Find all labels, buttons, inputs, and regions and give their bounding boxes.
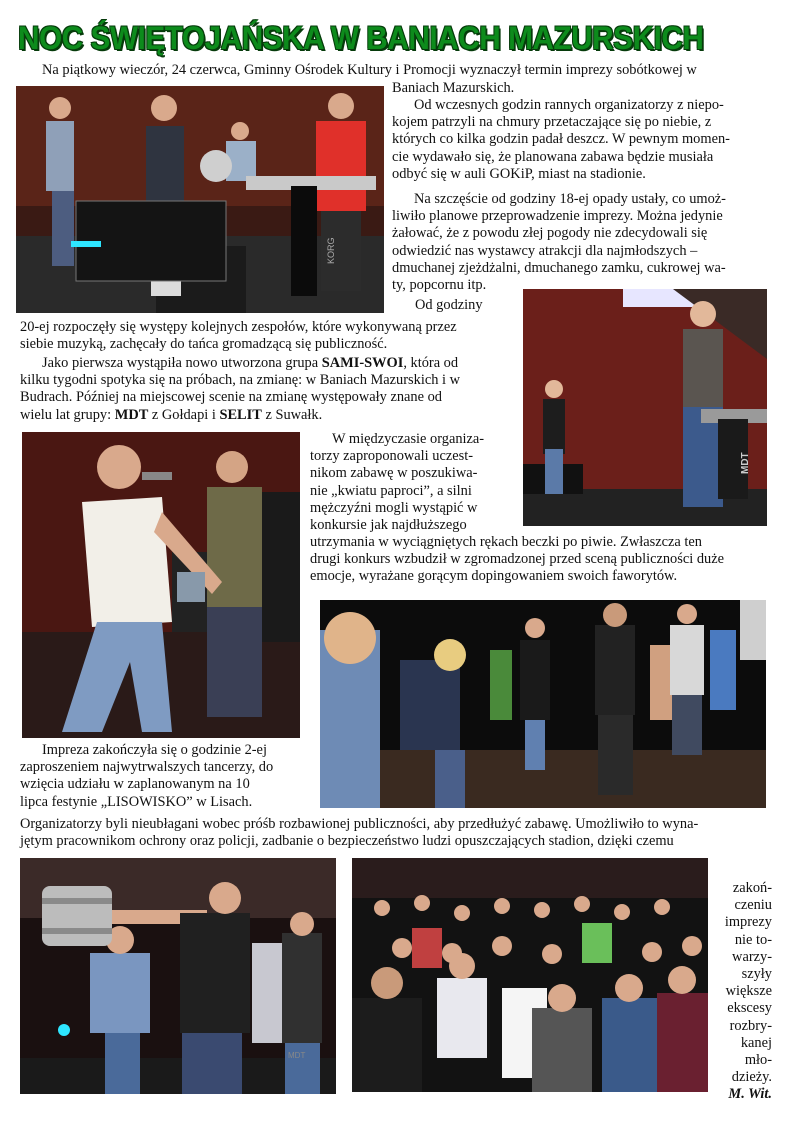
paragraph-conclusion <box>716 880 772 1104</box>
text-fragment: , która od <box>403 355 459 371</box>
paragraph-first-bands <box>20 355 520 424</box>
text-line: emocje, wyrażane gorącym dopingowaniem swoich faworytów. <box>310 568 678 585</box>
text-line: 20-ej rozpoczęły się występy kolejnych zespołów, które wykonywaną przez <box>20 319 457 335</box>
keyboard-band-label: MDT <box>740 452 751 474</box>
paragraph-contests-continued <box>310 534 768 586</box>
text-line: nie „kwiatu paproci”, a silni <box>310 482 472 499</box>
text-line <box>20 355 520 372</box>
paragraph-rain-stopped <box>392 191 760 294</box>
text-line: lipca festynie „LISOWISKO” w Lisach. <box>20 793 253 810</box>
band-name: SELIT <box>219 406 262 423</box>
photo-keg-contest <box>20 858 336 1094</box>
photo-audience <box>352 858 708 1092</box>
text-line: W międzyczasie organiza- <box>332 431 485 447</box>
text-line: Baniach Mazurskich. <box>392 80 515 96</box>
text-line: imprezy <box>724 914 772 931</box>
banner-label: MDT <box>288 1051 306 1060</box>
text-line: zaproszeniem najwytrwalszych tancerzy, do <box>20 759 274 776</box>
text-line: Budrach. Później na miejscowej scenie na zmianę występowały znane od <box>20 389 442 406</box>
text-line: siebie muzyką, zachęcały do tańca gromadzącą się publiczność. <box>20 336 388 353</box>
text-line: mężczyźni mogli wystąpić w <box>310 499 478 516</box>
text-line: Od wczesnych godzin rannych organizatorzy z niepo- <box>414 97 724 113</box>
text-line: Od godziny <box>415 297 483 313</box>
page-title: NOC ŚWIĘTOJAŃSKA W BANIACH MAZURSKICH <box>18 20 704 56</box>
text-fragment: wielu lat grupy: <box>20 406 115 423</box>
text-line: odbyć się w auli GOKiP, miast na stadionie. <box>392 165 646 182</box>
band-name: SAMI-SWOI <box>321 355 404 371</box>
text-line: szyły <box>741 966 772 983</box>
text-line: Na szczęście od godziny 18-ej opady ustały, co umoż- <box>414 191 726 207</box>
text-line: konkursie jak najdłuższego <box>310 517 467 534</box>
text-line: większe <box>725 983 772 1000</box>
text-line: drugi konkurs wzbudził w zgromadzonej przed sceną publiczności duże <box>310 551 724 568</box>
text-line: rozbry- <box>729 1017 772 1034</box>
text-line: dmuchanej zjeżdżalni, dmuchanego zamku, cukrowej wa- <box>392 259 726 276</box>
text-line: wzięcia udziału w zaplanowanym na 10 <box>20 776 250 793</box>
band-name: MDT <box>114 406 149 423</box>
paragraph-ending <box>20 742 310 811</box>
text-fragment: Jako pierwsza wystąpiła nowo utworzona grupa <box>42 355 322 371</box>
photo-dancing-crowd <box>320 600 766 808</box>
text-line: ty, popcornu itp. <box>392 277 487 294</box>
paragraph-contests <box>310 431 520 534</box>
text-line: ekscesy <box>727 1000 772 1017</box>
text-line: kanej <box>740 1034 772 1051</box>
text-line: utrzymania w wyciągniętych rękach beczki po piwie. Zwłaszcza ten <box>310 534 702 550</box>
paragraph-bands-start <box>20 319 520 353</box>
text-line: liwiło planowe przeprowadzenie imprezy. Można jedynie <box>392 208 723 225</box>
text-line: czeniu <box>734 897 772 914</box>
paragraph-intro <box>20 62 780 79</box>
text-line: których co kilka godzin padał deszcz. W pewnym momen- <box>392 131 730 148</box>
text-fragment: z Suwałk. <box>261 406 323 423</box>
paragraph-security <box>20 816 768 850</box>
text-line: Na piątkowy wieczór, 24 czerwca, Gminny Ośrodek Kultury i Promocji wyznaczył termin imprezy sobótkowej w <box>42 62 697 78</box>
text-fragment: z Gołdapi i <box>148 406 220 423</box>
text-line: dzieży. <box>731 1069 772 1086</box>
text-line: jętym pracownikom ochrony oraz policji, zadbanie o bezpieczeństwo ludzi opuszczających stadion, dzięki czemu <box>20 833 674 850</box>
text-line: odwiedzić nas wystawcy atrakcji dla najmłodszych – <box>392 242 698 259</box>
text-line: Organizatorzy byli nieubłagani wobec próśb rozbawionej publiczności, aby przedłużyć zabawę. Umożliwiło to wyna- <box>20 816 699 832</box>
photo-singer-white-shirt <box>22 432 300 738</box>
text-line: warzy- <box>732 948 772 965</box>
paragraph-weather-worry <box>392 97 760 183</box>
text-line: żałować, że z powodu złej pogody nie zdecydowali się <box>392 225 708 242</box>
text-line: cie wydawało się, że planowana zabawa będzie musiała <box>392 148 714 165</box>
text-line: nikom zabawę w poszukiwa- <box>310 465 478 482</box>
author-signature: M. Wit. <box>728 1086 772 1103</box>
text-line: zakoń- <box>732 880 772 896</box>
text-line <box>20 407 520 424</box>
photo-mdt-singer <box>523 289 767 526</box>
text-line: Impreza zakończyła się o godzinie 2-ej <box>42 742 267 758</box>
keyboard-brand-label: KORG <box>326 237 336 264</box>
text-line: mło- <box>744 1052 772 1069</box>
text-line: kojem patrzyli na chmury przetaczające się po niebie, z <box>392 114 712 131</box>
text-line: nie to- <box>734 931 772 948</box>
text-line: torzy zaproponowali uczest- <box>310 448 474 465</box>
photo-band-on-stage <box>16 86 384 313</box>
text-line: kilku tygodni spotyka się na próbach, na zmianę: w Baniach Mazurskich i w <box>20 372 461 389</box>
